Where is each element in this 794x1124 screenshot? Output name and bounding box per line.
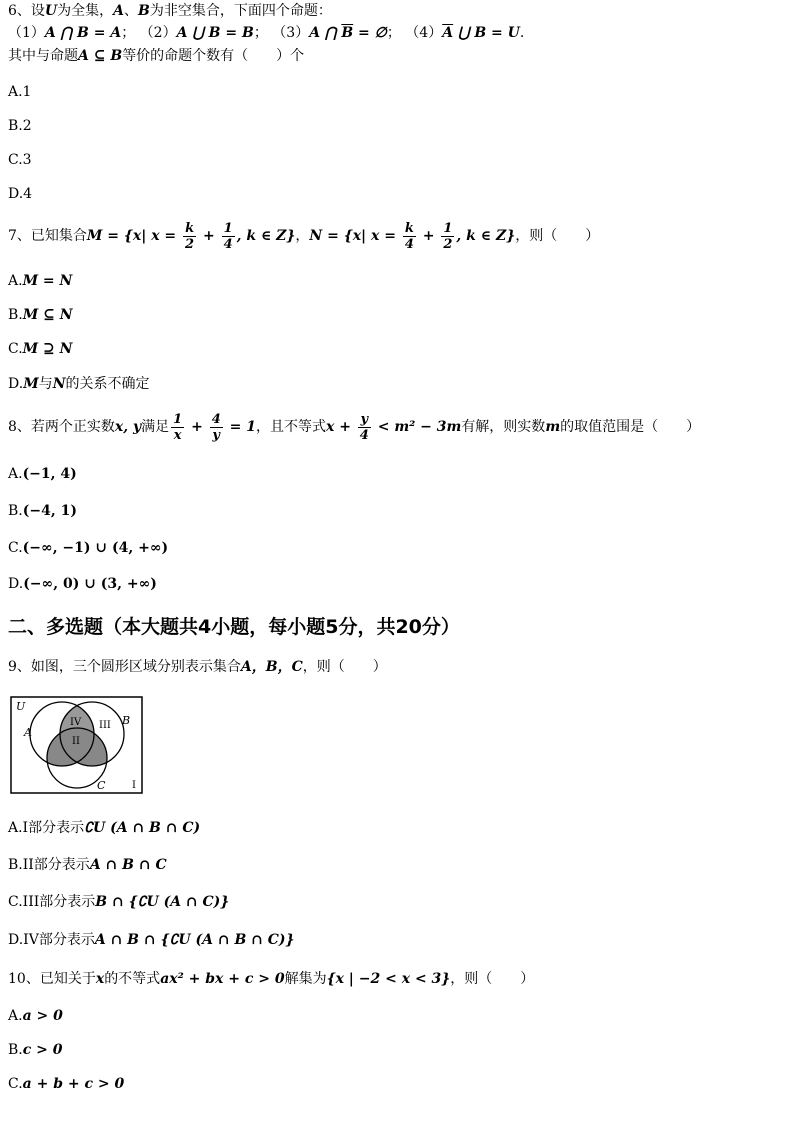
q6-option-c[interactable]: C.3 <box>8 152 32 168</box>
q9-option-d[interactable]: D.IV部分表示A ∩ B ∩ {∁U (A ∩ B ∩ C)} <box>8 932 295 948</box>
venn-region-ii: II <box>72 736 80 747</box>
q9-option-a[interactable]: A.I部分表示∁U (A ∩ B ∩ C) <box>8 820 201 836</box>
q8-option-b[interactable]: B.(−4, 1) <box>8 503 77 519</box>
q8-stem: 8、若两个正实数x, y满足 $\frac{1}{x}$ + $\frac{4}{y}$ = 1，且不等式x + $\frac{y}{4}$ < m² − 3m有解，则实数m的取值范围是（ ） <box>8 411 701 443</box>
q9-option-b[interactable]: B.II部分表示A ∩ B ∩ C <box>8 857 167 873</box>
venn-label-b: B <box>122 714 131 727</box>
q7-stem: 7、已知集合M = {x| x = $\frac{k}{2}$ + $\frac{1}{4}$ , k ∈ Z}，N = {x| x = $\frac{k}{4}$ + $\frac{1}{2}$ , k ∈ Z}，则（ ） <box>8 220 600 252</box>
q8-option-a[interactable]: A.(−1, 4) <box>8 466 77 482</box>
q7-option-d[interactable]: D.M与N的关系不确定 <box>8 376 150 392</box>
q9-stem: 9、如图，三个圆形区域分别表示集合A，B，C，则（ ） <box>8 659 387 675</box>
venn-region-iv: IV <box>70 717 82 728</box>
q9-option-c[interactable]: C.III部分表示B ∩ {∁U (A ∩ C)} <box>8 894 230 910</box>
q6-stem: 6、设U为全集，A、B为非空集合，下面四个命题： <box>8 3 332 19</box>
venn-region-i: I <box>132 780 136 791</box>
q10-option-a[interactable]: A.a > 0 <box>8 1008 63 1024</box>
venn-label-a: A <box>24 726 32 739</box>
venn-label-c: C <box>97 779 106 792</box>
q10-stem: 10、已知关于x的不等式ax² + bx + c > 0解集为{x | −2 < x < 3}，则（ ） <box>8 971 535 987</box>
q6-option-b[interactable]: B.2 <box>8 118 32 134</box>
venn-diagram <box>10 696 145 796</box>
q7-option-b[interactable]: B.M ⊆ N <box>8 307 73 323</box>
q8-option-d[interactable]: D.(−∞, 0) ∪ (3, +∞) <box>8 576 157 592</box>
q6-propositions: （1）A ⋂ B = A； （2）A ⋃ B = B； （3）A ⋂ $\overline{B}$ = ∅； $(4)\overline{A}$ ⋃ B = U. <box>8 25 525 41</box>
venn-region-iii: III <box>99 720 111 731</box>
section-heading-multiple-choice: 二、多选题（本大题共4小题，每小题5分，共20分） <box>8 616 460 638</box>
q6-option-d[interactable]: D.4 <box>8 186 33 202</box>
q10-option-c[interactable]: C.a + b + c > 0 <box>8 1076 125 1092</box>
q7-option-c[interactable]: C.M ⊇ N <box>8 341 73 357</box>
q6-question: 其中与命题A ⊆ B等价的命题个数有（ ）个 <box>8 48 305 64</box>
q8-option-c[interactable]: C.(−∞, −1) ∪ (4, +∞) <box>8 540 169 556</box>
venn-label-u: U <box>16 700 26 713</box>
q6-option-a[interactable]: A.1 <box>8 84 32 100</box>
q7-option-a[interactable]: A.M = N <box>8 273 73 289</box>
q10-option-b[interactable]: B.c > 0 <box>8 1042 63 1058</box>
